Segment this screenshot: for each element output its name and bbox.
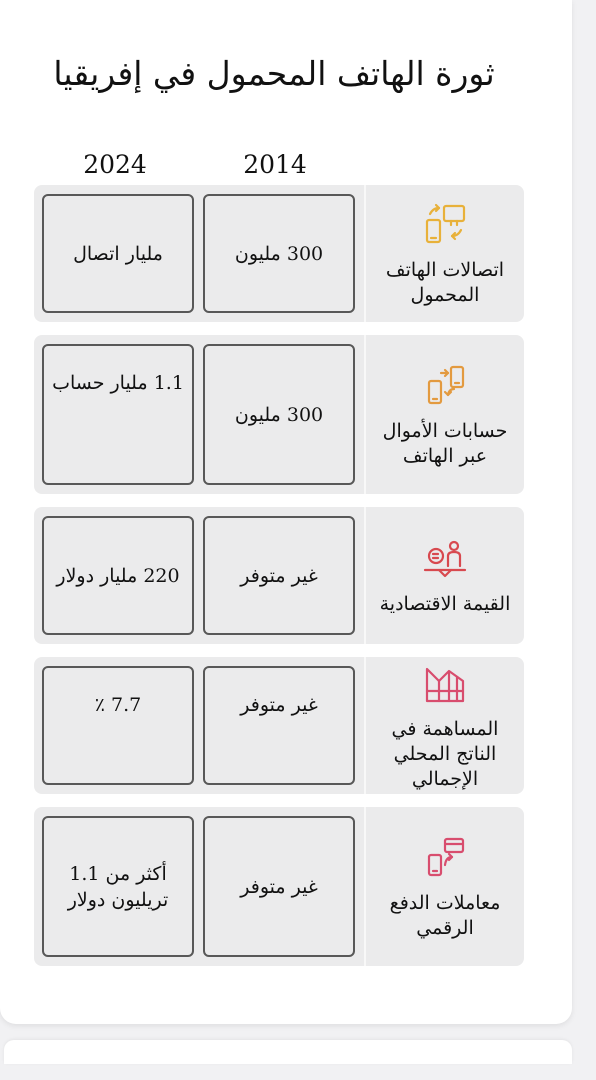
table-row	[34, 657, 524, 794]
phone-exchange-icon	[421, 200, 469, 248]
value-2024: مليار اتصال	[42, 194, 194, 313]
row-label-cell	[364, 335, 524, 494]
value-2014: غير متوفر	[203, 666, 355, 785]
digital-payment-icon	[421, 833, 469, 881]
value-2024: 7.7 ٪	[42, 666, 194, 785]
bottom-card-edge	[4, 1040, 572, 1064]
value-2024: 1.1 مليار حساب	[42, 344, 194, 485]
table-row	[34, 807, 524, 966]
table-row	[34, 185, 524, 322]
row-label-cell	[364, 807, 524, 966]
value-2024: أكثر من 1.1 تريليون دولار	[42, 816, 194, 957]
row-label-cell	[364, 507, 524, 644]
year-header-2014: 2014	[243, 150, 307, 179]
row-label: المساهمة في الناتج المحلي الإجمالي	[391, 718, 499, 790]
mobile-money-icon	[421, 361, 469, 409]
economic-value-icon	[421, 534, 469, 582]
row-label: القيمة الاقتصادية	[379, 593, 511, 615]
page-title: ثورة الهاتف المحمول في إفريقيا	[53, 54, 495, 93]
row-label-cell	[364, 185, 524, 322]
value-2014: 300 مليون	[203, 194, 355, 313]
row-label-cell	[364, 657, 524, 794]
row-label: حسابات الأموال عبر الهاتف	[382, 419, 508, 467]
row-label: معاملات الدفع الرقمي	[389, 891, 501, 939]
gdp-chart-icon	[421, 659, 469, 707]
year-header-2024: 2024	[83, 150, 147, 179]
table-row	[34, 507, 524, 644]
value-2014: 300 مليون	[203, 344, 355, 485]
value-2014: غير متوفر	[203, 516, 355, 635]
value-2014: غير متوفر	[203, 816, 355, 957]
row-label: اتصالات الهاتف المحمول	[385, 258, 505, 306]
value-2024: 220 مليار دولار	[42, 516, 194, 635]
table-row	[34, 335, 524, 494]
